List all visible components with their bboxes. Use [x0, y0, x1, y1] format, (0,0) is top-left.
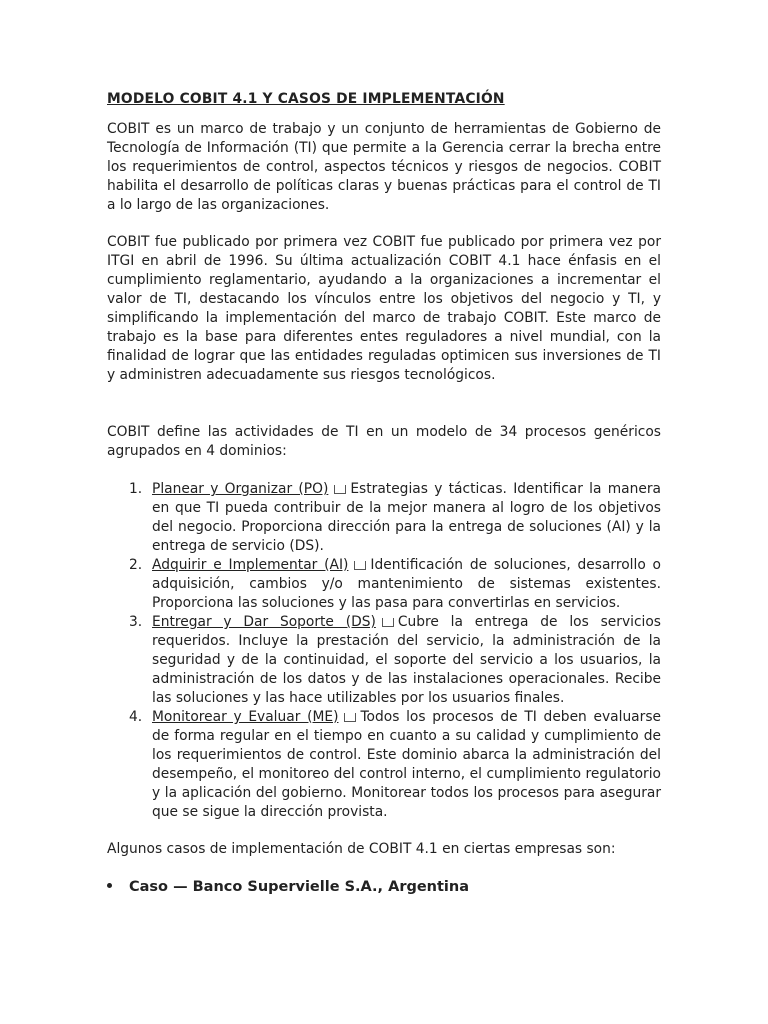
domain-name: Adquirir e Implementar (AI)	[152, 557, 349, 573]
domain-description: Estrategias y tácticas. Identificar la manera en que TI pueda contribuir de la mejor manera al logro de los objetivos del negocio. Proporciona dirección para la entrega de soluciones (AI) y la entrega de servicio (DS).	[152, 481, 661, 554]
space-marker-icon	[354, 561, 366, 570]
domain-description: Todos los procesos de TI deben evaluarse de forma regular en el tiempo en cuanto a su calidad y cumplimiento de los requerimientos de control. Este dominio abarca la administración del desempeño, el monitoreo del control interno, el cumplimiento regulatorio y la aplicación del gobierno. Monitorear todos los procesos para asegurar que se sigue la dirección provista.	[152, 709, 661, 820]
paragraph-intro: COBIT es un marco de trabajo y un conjunto de herramientas de Gobierno de Tecnología de Información (TI) que permite a la Gerencia cerrar la brecha entre los requerimientos de control, aspectos técnicos y riesgos de negocios. COBIT habilita el desarrollo de políticas claras y buenas prácticas para el control de TI a lo largo de las organizaciones.	[107, 121, 661, 213]
domain-name: Planear y Organizar (PO)	[152, 481, 329, 497]
domain-name: Entregar y Dar Soporte (DS)	[152, 614, 376, 630]
paragraph-domains-intro: COBIT define las actividades de TI en un modelo de 34 procesos genéricos agrupados en 4 dominios:	[107, 424, 661, 459]
domain-description: Identificación de soluciones, desarrollo o adquisición, cambios y/o mantenimiento de sistemas existentes. Proporciona las soluciones y las pasa para convertirlas en servicios.	[152, 557, 661, 611]
case-heading	[107, 879, 469, 895]
space-marker-icon	[382, 618, 394, 627]
domains-list	[107, 480, 661, 822]
space-marker-icon	[344, 713, 356, 722]
domain-description: Cubre la entrega de los servicios requeridos. Incluye la prestación del servicio, la administración de la seguridad y de la continuidad, el soporte del servicio a los usuarios, la administración de los datos y de las instalaciones operacionales. Recibe las soluciones y las hace utilizables por los usuarios finales.	[152, 614, 662, 706]
list-number: 2.	[129, 557, 143, 573]
domain-item-ai	[107, 556, 661, 613]
document-title: MODELO COBIT 4.1 Y CASOS DE IMPLEMENTACIÓN	[107, 91, 505, 107]
space-marker-icon	[334, 485, 346, 494]
paragraph-history: COBIT fue publicado por primera vez COBIT fue publicado por primera vez por ITGI en abril de 1996. Su última actualización COBIT 4.1 hace énfasis en el cumplimiento reglamentario, ayudando a la organizaciones a incrementar el valor de TI, destacando los vínculos entre los objetivos del negocio y TI, y simplificando la implementación del marco de trabajo COBIT. Este marco de trabajo es la base para diferentes entes reguladores a nivel mundial, con la finalidad de lograr que las entidades reguladas optimicen sus inversiones de TI y administren adecuadamente sus riesgos tecnológicos.	[107, 234, 661, 383]
list-number: 4.	[129, 709, 143, 725]
list-number: 3.	[129, 614, 143, 630]
case-heading-text: Caso — Banco Supervielle S.A., Argentina	[129, 879, 470, 895]
domain-item-ds	[107, 613, 661, 708]
domain-name: Monitorear y Evaluar (ME)	[152, 709, 339, 725]
list-number: 1.	[129, 481, 143, 497]
domain-item-po	[107, 480, 661, 556]
bullet-icon	[107, 883, 112, 888]
domain-item-me	[107, 708, 661, 822]
paragraph-cases-intro: Algunos casos de implementación de COBIT 4.1 en ciertas empresas son:	[107, 841, 616, 857]
